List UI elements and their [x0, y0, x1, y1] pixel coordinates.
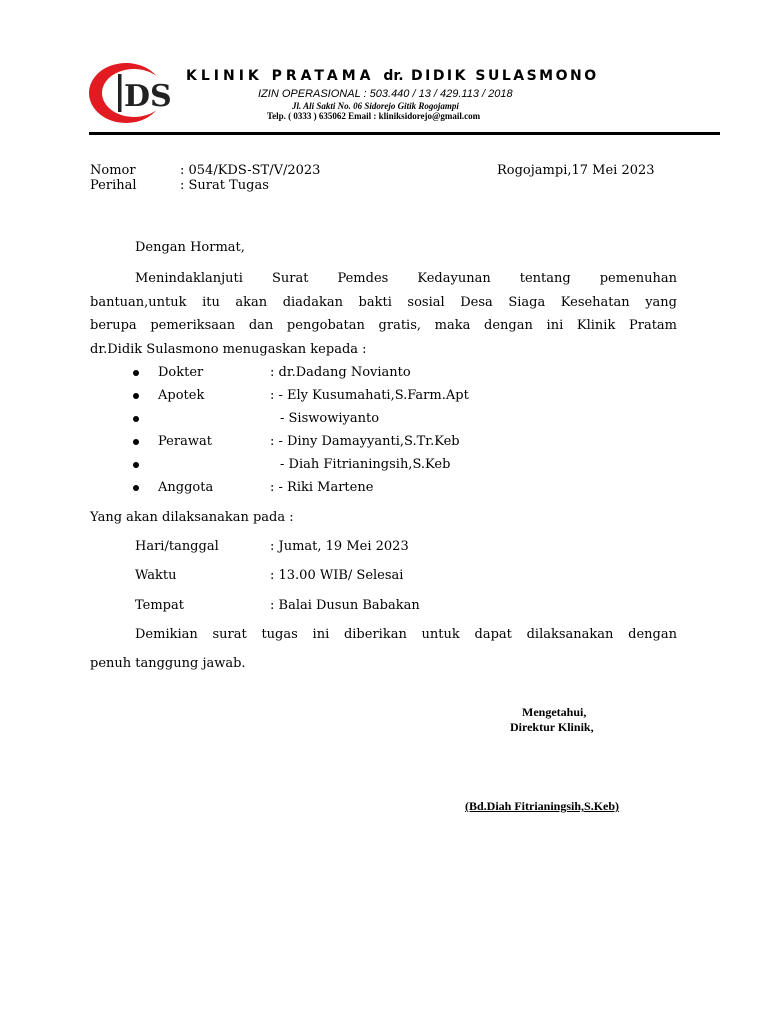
schedule-value: : Balai Dusun Babakan [270, 598, 420, 613]
assignee-value: - Diah Fitrianingsih,S.Keb [280, 457, 451, 472]
assignee-role: Dokter [158, 365, 204, 380]
clinic-logo [88, 60, 176, 126]
greeting: Dengan Hormat, [135, 240, 245, 255]
clinic-name [186, 68, 599, 84]
bullet-icon [133, 393, 139, 399]
schedule-intro: Yang akan dilaksanakan pada : [90, 510, 294, 525]
intro-line: dr.Didik Sulasmono menugaskan kepada : [90, 341, 367, 357]
nomor-value: : 054/KDS-ST/V/2023 [180, 163, 321, 178]
intro-line: Menindaklanjuti Surat Pemdes Kedayunan tentang pemenuhan [135, 271, 677, 286]
schedule-value: : Jumat, 19 Mei 2023 [270, 539, 409, 554]
intro-paragraph [90, 267, 677, 361]
schedule-label: Tempat [135, 598, 184, 613]
assignee-value: : dr.Dadang Novianto [270, 365, 411, 380]
intro-line: bantuan,untuk itu akan diadakan bakti sosial Desa Siaga Kesehatan yang [90, 294, 677, 310]
closing-paragraph [90, 623, 677, 647]
schedule-value: : 13.00 WIB/ Selesai [270, 568, 404, 583]
clinic-doctor-name: DIDIK SULASMONO [410, 68, 599, 84]
assignee-value: - Siswowiyanto [280, 411, 380, 426]
place-date: Rogojampi,17 Mei 2023 [497, 163, 655, 178]
acknowledged-label: Mengetahui, [522, 705, 587, 719]
signatory-name: (Bd.Diah Fitrianingsih,S.Keb) [465, 799, 620, 813]
bullet-icon [133, 370, 139, 376]
logo-letters: DS [124, 79, 172, 114]
bullet-icon [133, 462, 139, 468]
intro-line: berupa pemeriksaan dan pengobatan gratis, maka dengan ini Klinik Pratam [90, 318, 677, 333]
clinic-address: Jl. Ali Sakti No. 06 Sidorejo Gitik Rogojampi [292, 101, 459, 111]
schedule-label: Hari/tanggal [135, 539, 219, 554]
clinic-doctor-prefix: dr. [383, 68, 404, 84]
schedule-label: Waktu [135, 568, 177, 583]
clinic-doctor [383, 68, 598, 84]
closing-line: penuh tanggung jawab. [90, 656, 246, 671]
nomor-label: Nomor [90, 163, 136, 178]
signature-position: Direktur Klinik, [510, 720, 594, 734]
assignee-value: : - Riki Martene [270, 480, 374, 495]
perihal-label: Perihal [90, 178, 137, 193]
assignee-role: Anggota [158, 480, 214, 495]
perihal-value: : Surat Tugas [180, 178, 269, 193]
bullet-icon [133, 416, 139, 422]
assignee-value: : - Diny Damayyanti,S.Tr.Keb [270, 434, 460, 449]
assignee-role: Perawat [158, 434, 212, 449]
clinic-contact: Telp. ( 0333 ) 635062 Email : kliniksidorejo@gmail.com [267, 111, 481, 121]
closing-line: Demikian surat tugas ini diberikan untuk dapat dilaksanakan dengan [135, 627, 677, 642]
bullet-icon [133, 439, 139, 445]
bullet-icon [133, 485, 139, 491]
letterhead-divider [89, 132, 720, 135]
clinic-title: KLINIK PRATAMA [186, 68, 375, 84]
assignee-value: : - Ely Kusumahati,S.Farm.Apt [270, 388, 469, 403]
assignee-role: Apotek [158, 388, 205, 403]
operational-permit: IZIN OPERASIONAL : 503.440 / 13 / 429.113 / 2018 [258, 88, 513, 100]
